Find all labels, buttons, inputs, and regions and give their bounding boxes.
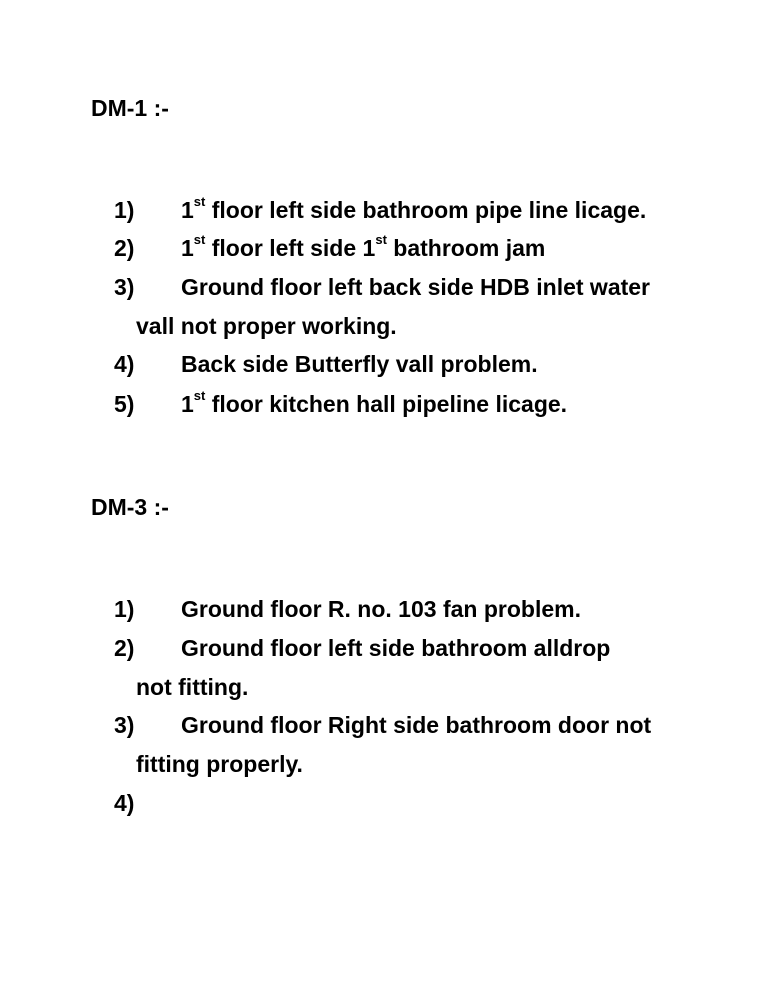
item-text-continuation: vall not proper working. — [136, 313, 397, 339]
item-number: 4) — [114, 790, 135, 816]
item-number: 2) — [114, 235, 135, 261]
section-heading-dm-3: DM-3 :- — [91, 494, 169, 520]
item-number: 4) — [114, 351, 135, 377]
item-text: Ground floor R. no. 103 fan problem. — [181, 596, 581, 622]
item-number: 1) — [114, 197, 135, 223]
item-number: 2) — [114, 635, 135, 661]
item-text: Ground floor left back side HDB inlet water — [181, 274, 651, 300]
item-text-continuation: not fitting. — [136, 674, 249, 700]
list-item — [114, 594, 714, 624]
item-text: 1st floor kitchen hall pipeline licage. — [181, 388, 568, 417]
item-number: 3) — [114, 712, 135, 738]
list-item — [114, 195, 714, 225]
item-text: 1st floor left side 1st bathroom jam — [181, 232, 546, 261]
list-item — [114, 710, 714, 740]
list-item — [114, 272, 714, 302]
list-item — [114, 389, 714, 419]
item-text-continuation: fitting properly. — [136, 751, 303, 777]
section-heading-dm-1: DM-1 :- — [91, 95, 169, 121]
list-item — [114, 788, 714, 818]
item-number: 5) — [114, 391, 135, 417]
item-number: 1) — [114, 596, 135, 622]
list-item — [114, 633, 714, 663]
list-item — [114, 233, 714, 263]
item-text: Back side Butterfly vall problem. — [181, 351, 538, 377]
list-item — [114, 349, 714, 379]
item-text: Ground floor left side bathroom alldrop — [181, 635, 611, 661]
item-text: 1st floor left side bathroom pipe line licage. — [181, 194, 647, 223]
item-number: 3) — [114, 274, 135, 300]
item-text: Ground floor Right side bathroom door not — [181, 712, 652, 738]
